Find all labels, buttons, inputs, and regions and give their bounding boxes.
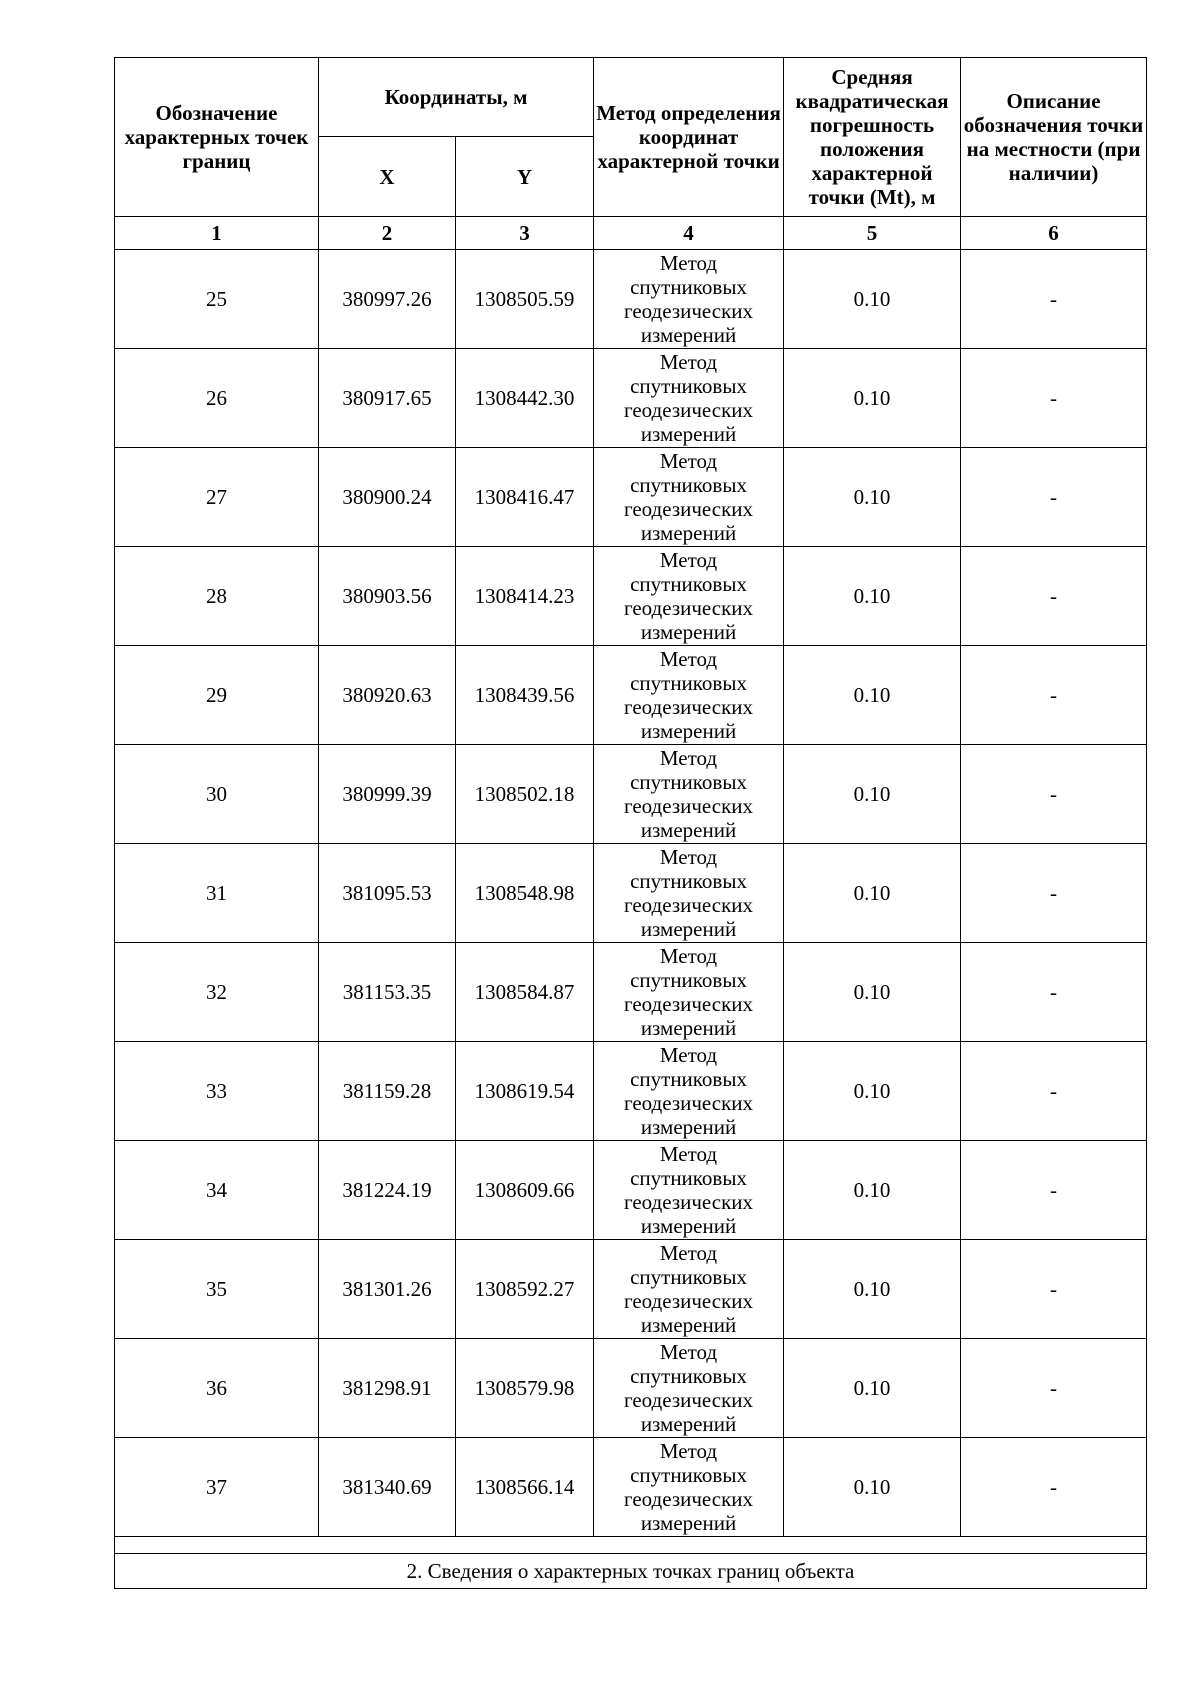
method-cell xyxy=(594,1042,784,1141)
method-line: Метод xyxy=(659,845,718,869)
method-cell xyxy=(594,250,784,349)
accuracy-cell: 0.10 xyxy=(784,1141,961,1240)
method-line: геодезических xyxy=(624,299,754,323)
y-coordinate-cell: 1308414.23 xyxy=(456,547,594,646)
method-line: Метод xyxy=(659,350,718,374)
x-coordinate-cell: 381095.53 xyxy=(319,844,456,943)
point-number-cell: 35 xyxy=(115,1240,319,1339)
method-line: измерений xyxy=(640,1313,737,1337)
x-coordinate-cell: 381159.28 xyxy=(319,1042,456,1141)
x-coordinate-cell: 380917.65 xyxy=(319,349,456,448)
method-cell xyxy=(594,1240,784,1339)
point-number-cell: 37 xyxy=(115,1438,319,1537)
method-line: геодезических xyxy=(624,1487,754,1511)
table-row xyxy=(115,448,1147,547)
y-coordinate-cell: 1308566.14 xyxy=(456,1438,594,1537)
method-cell xyxy=(594,646,784,745)
method-line: измерений xyxy=(640,323,737,347)
y-coordinate-cell: 1308609.66 xyxy=(456,1141,594,1240)
header-point-designation: Обозначение характерных точек границ xyxy=(115,58,319,217)
method-line: спутниковых xyxy=(630,869,747,893)
method-line: спутниковых xyxy=(630,1364,747,1388)
method-line: спутниковых xyxy=(630,572,747,596)
x-coordinate-cell: 381340.69 xyxy=(319,1438,456,1537)
point-number-cell: 30 xyxy=(115,745,319,844)
description-cell: - xyxy=(961,745,1147,844)
description-cell: - xyxy=(961,1438,1147,1537)
description-cell: - xyxy=(961,844,1147,943)
method-line: Метод xyxy=(659,1241,718,1265)
method-line: геодезических xyxy=(624,893,754,917)
description-cell: - xyxy=(961,1042,1147,1141)
point-number-cell: 32 xyxy=(115,943,319,1042)
table-row xyxy=(115,844,1147,943)
table-row xyxy=(115,547,1147,646)
method-line: спутниковых xyxy=(630,770,747,794)
method-line: геодезических xyxy=(624,1091,754,1115)
accuracy-cell: 0.10 xyxy=(784,943,961,1042)
method-line: спутниковых xyxy=(630,671,747,695)
method-line: спутниковых xyxy=(630,1463,747,1487)
accuracy-cell: 0.10 xyxy=(784,349,961,448)
method-line: Метод xyxy=(659,251,718,275)
x-coordinate-cell: 381224.19 xyxy=(319,1141,456,1240)
table-footer-note: 2. Сведения о характерных точках границ объекта xyxy=(115,1554,1147,1589)
method-line: измерений xyxy=(640,422,737,446)
description-cell: - xyxy=(961,349,1147,448)
method-line: Метод xyxy=(659,1043,718,1067)
method-line: измерений xyxy=(640,1412,737,1436)
description-cell: - xyxy=(961,448,1147,547)
x-coordinate-cell: 380900.24 xyxy=(319,448,456,547)
point-number-cell: 26 xyxy=(115,349,319,448)
column-number: 2 xyxy=(319,217,456,250)
header-coordinates: Координаты, м xyxy=(319,58,594,137)
description-cell: - xyxy=(961,1141,1147,1240)
y-coordinate-cell: 1308416.47 xyxy=(456,448,594,547)
method-line: измерений xyxy=(640,620,737,644)
accuracy-cell: 0.10 xyxy=(784,844,961,943)
accuracy-cell: 0.10 xyxy=(784,1438,961,1537)
column-number: 4 xyxy=(594,217,784,250)
point-number-cell: 31 xyxy=(115,844,319,943)
method-line: спутниковых xyxy=(630,1265,747,1289)
table-row xyxy=(115,1042,1147,1141)
method-line: геодезических xyxy=(624,1388,754,1412)
header-accuracy: Средняя квадратическая погрешность положения характерной точки (Mt), м xyxy=(784,58,961,217)
x-coordinate-cell: 380997.26 xyxy=(319,250,456,349)
method-line: спутниковых xyxy=(630,1067,747,1091)
description-cell: - xyxy=(961,943,1147,1042)
method-line: спутниковых xyxy=(630,968,747,992)
method-line: геодезических xyxy=(624,1190,754,1214)
table-row xyxy=(115,1240,1147,1339)
y-coordinate-cell: 1308579.98 xyxy=(456,1339,594,1438)
table-row xyxy=(115,1141,1147,1240)
column-number: 5 xyxy=(784,217,961,250)
table-row xyxy=(115,1339,1147,1438)
accuracy-cell: 0.10 xyxy=(784,547,961,646)
method-line: измерений xyxy=(640,818,737,842)
accuracy-cell: 0.10 xyxy=(784,448,961,547)
method-cell xyxy=(594,1141,784,1240)
column-number: 3 xyxy=(456,217,594,250)
x-coordinate-cell: 380920.63 xyxy=(319,646,456,745)
method-cell xyxy=(594,943,784,1042)
description-cell: - xyxy=(961,250,1147,349)
y-coordinate-cell: 1308592.27 xyxy=(456,1240,594,1339)
point-number-cell: 25 xyxy=(115,250,319,349)
description-cell: - xyxy=(961,1240,1147,1339)
x-coordinate-cell: 380903.56 xyxy=(319,547,456,646)
point-number-cell: 27 xyxy=(115,448,319,547)
method-line: геодезических xyxy=(624,794,754,818)
method-line: Метод xyxy=(659,548,718,572)
method-line: Метод xyxy=(659,1439,718,1463)
method-cell xyxy=(594,1339,784,1438)
y-coordinate-cell: 1308442.30 xyxy=(456,349,594,448)
point-number-cell: 34 xyxy=(115,1141,319,1240)
method-line: геодезических xyxy=(624,992,754,1016)
header-y: Y xyxy=(456,137,594,217)
method-line: измерений xyxy=(640,719,737,743)
method-line: спутниковых xyxy=(630,275,747,299)
table-row xyxy=(115,349,1147,448)
point-number-cell: 28 xyxy=(115,547,319,646)
table-row xyxy=(115,1438,1147,1537)
y-coordinate-cell: 1308584.87 xyxy=(456,943,594,1042)
header-description: Описание обозначения точки на местности (при наличии) xyxy=(961,58,1147,217)
accuracy-cell: 0.10 xyxy=(784,1240,961,1339)
method-line: измерений xyxy=(640,521,737,545)
method-cell xyxy=(594,844,784,943)
column-number: 6 xyxy=(961,217,1147,250)
x-coordinate-cell: 380999.39 xyxy=(319,745,456,844)
method-line: Метод xyxy=(659,944,718,968)
y-coordinate-cell: 1308505.59 xyxy=(456,250,594,349)
y-coordinate-cell: 1308548.98 xyxy=(456,844,594,943)
y-coordinate-cell: 1308619.54 xyxy=(456,1042,594,1141)
accuracy-cell: 0.10 xyxy=(784,1339,961,1438)
boundary-points-table xyxy=(114,57,1147,1589)
method-line: Метод xyxy=(659,1142,718,1166)
method-cell xyxy=(594,547,784,646)
method-cell xyxy=(594,349,784,448)
method-line: измерений xyxy=(640,1016,737,1040)
x-coordinate-cell: 381301.26 xyxy=(319,1240,456,1339)
method-line: геодезических xyxy=(624,695,754,719)
method-line: спутниковых xyxy=(630,374,747,398)
table-row xyxy=(115,745,1147,844)
description-cell: - xyxy=(961,646,1147,745)
point-number-cell: 36 xyxy=(115,1339,319,1438)
y-coordinate-cell: 1308502.18 xyxy=(456,745,594,844)
method-line: геодезических xyxy=(624,596,754,620)
method-line: геодезических xyxy=(624,497,754,521)
x-coordinate-cell: 381298.91 xyxy=(319,1339,456,1438)
method-line: Метод xyxy=(659,1340,718,1364)
table-row xyxy=(115,943,1147,1042)
method-cell xyxy=(594,745,784,844)
method-line: спутниковых xyxy=(630,1166,747,1190)
method-line: измерений xyxy=(640,917,737,941)
method-cell xyxy=(594,1438,784,1537)
method-line: геодезических xyxy=(624,398,754,422)
description-cell: - xyxy=(961,547,1147,646)
accuracy-cell: 0.10 xyxy=(784,250,961,349)
accuracy-cell: 0.10 xyxy=(784,745,961,844)
method-line: измерений xyxy=(640,1214,737,1238)
table-body xyxy=(115,250,1147,1537)
accuracy-cell: 0.10 xyxy=(784,646,961,745)
method-line: Метод xyxy=(659,647,718,671)
header-x: X xyxy=(319,137,456,217)
column-number: 1 xyxy=(115,217,319,250)
description-cell: - xyxy=(961,1339,1147,1438)
point-number-cell: 33 xyxy=(115,1042,319,1141)
method-line: геодезических xyxy=(624,1289,754,1313)
table-row xyxy=(115,646,1147,745)
method-line: спутниковых xyxy=(630,473,747,497)
method-line: измерений xyxy=(640,1511,737,1535)
spacer-cell xyxy=(115,1537,1147,1554)
x-coordinate-cell: 381153.35 xyxy=(319,943,456,1042)
method-line: измерений xyxy=(640,1115,737,1139)
method-cell xyxy=(594,448,784,547)
table-row xyxy=(115,250,1147,349)
header-method: Метод определения координат характерной точки xyxy=(594,58,784,217)
method-line: Метод xyxy=(659,449,718,473)
y-coordinate-cell: 1308439.56 xyxy=(456,646,594,745)
accuracy-cell: 0.10 xyxy=(784,1042,961,1141)
method-line: Метод xyxy=(659,746,718,770)
point-number-cell: 29 xyxy=(115,646,319,745)
